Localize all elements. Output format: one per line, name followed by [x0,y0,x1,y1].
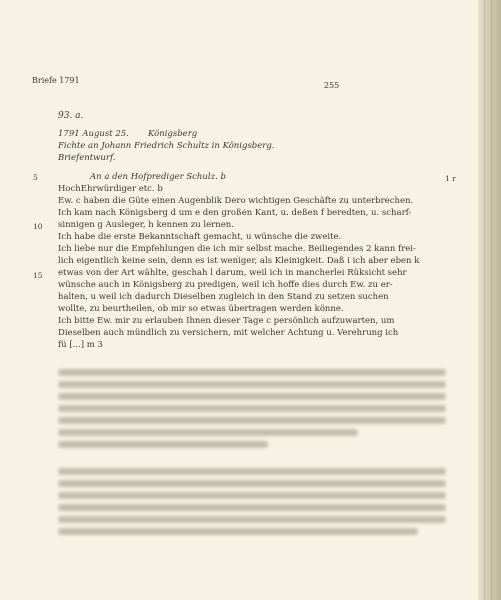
letter-number: 93. a. [58,111,84,121]
text-line-14: Dieselben auch mündlich zu versichern, mit welcher Achtung u. Verehrung ich [58,328,399,338]
text-line-3: Ew. c haben die Güte einen Augenblik Dero wichtigen Geschäfte zu unterbrechen. [58,196,414,206]
blurred-line [58,429,358,436]
blurred-line [58,405,446,412]
blurred-line [58,369,446,376]
blurred-line [58,417,446,424]
text-line-8: lich eigentlich keine sein, denn es ist weniger, als Kleinigkeit. Daß i ich aber eben k [58,256,420,266]
text-line-2: HochEhrwürdiger etc. b [58,184,163,194]
blurred-line [58,441,268,448]
text-line-10: wünsche auch in Königsberg zu predigen, weil ich hoffe dies durch Ew. zu er- [58,280,393,290]
blurred-line [58,528,418,535]
line-number-10: 10 [33,222,43,231]
document-type: Briefentwurf. [58,153,116,163]
running-header: Briefe 1791 [32,76,80,85]
margin-folio-note: 1 r [445,174,456,183]
blurred-line [58,480,446,487]
blurred-line [58,393,446,400]
addressee-line: Fichte an Johann Friedrich Schultz in Königsberg. [58,141,275,151]
page-stack-edge [478,0,501,600]
blurred-line [58,468,446,475]
blurred-line [58,504,446,511]
text-line-1: An a den Hofprediger Schulz. b [90,172,226,182]
text-line-9: etwas von der Art wählte, geschah l darum, weil ich in mancherlei Rüksicht sehr [58,268,407,278]
text-line-5: sinnigen g Ausleger, h kennen zu lernen. [58,220,234,230]
text-line-13: Ich bitte Ew. mir zu erlauben Ihnen dieser Tage c persönlich aufzuwarten, um [58,316,395,326]
blurred-line [58,516,446,523]
text-line-6: Ich habe die erste Bekanntschaft gemacht, u wünsche die zweite. [58,232,342,242]
line-number-5: 5 [33,173,38,182]
letter-date: 1791 August 25. [58,129,129,139]
text-line-12: wollte, zu beurtheilen, ob mir so etwas übertragen werden könne. [58,304,344,314]
line-number-15: 15 [33,271,43,280]
blurred-line [58,381,446,388]
letter-place: Königsberg [148,129,198,139]
text-line-11: halten, u weil ich dadurch Dieselben zugleich in den Stand zu setzen suchen [58,292,389,302]
text-line-15: fü [...] m 3 [58,340,103,350]
page-number: 255 [324,81,340,90]
text-line-4: Ich kam nach Königsberg d um e den großen Kant, u. deßen f beredten, u. scharf- [58,208,412,218]
text-line-7: Ich liebe nur die Empfehlungen die ich mir selbst mache. Beiliegendes 2 kann frei- [58,244,416,254]
blurred-line [58,492,446,499]
